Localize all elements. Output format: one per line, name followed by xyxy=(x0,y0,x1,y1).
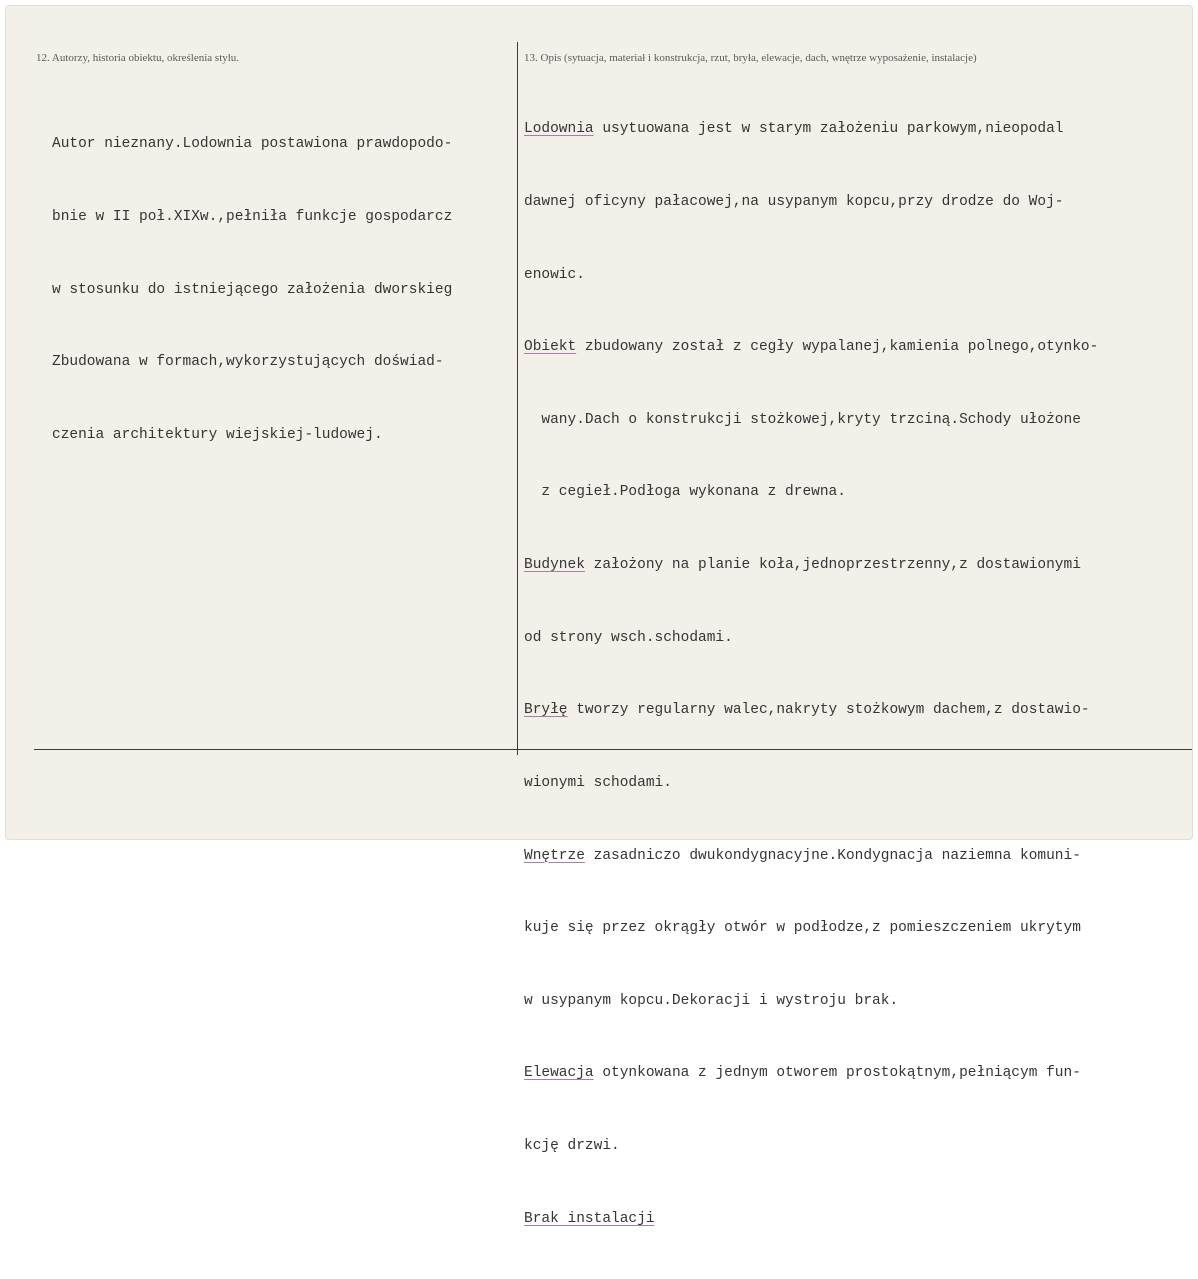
typed-line xyxy=(524,553,1098,577)
line-text: zasadniczo dwukondygnacyjne.Kondygnacja naziemna komuni- xyxy=(584,847,1081,864)
line-text: wionymi schodami. xyxy=(524,774,672,791)
typed-line xyxy=(524,1134,1098,1158)
line-text: kcję drzwi. xyxy=(524,1137,620,1154)
typed-line xyxy=(524,989,1098,1013)
line-text: tworzy regularny walec,nakryty stożkowym dachem,z dostawio- xyxy=(567,702,1090,719)
typed-line xyxy=(524,1061,1098,1085)
section-13-heading: 13. Opis (sytuacja, materiał i konstrukcja, rzut, bryła, elewacje, dach, wnętrze wyposażenie, instalacje) xyxy=(524,52,977,64)
typed-line xyxy=(524,626,1098,650)
underlined-keyword: Bryłę xyxy=(524,702,568,719)
underlined-keyword: Brak instalacji xyxy=(524,1210,655,1227)
line-text: dawnej oficyny pałacowej,na usypanym kopcu,przy drodze do Woj- xyxy=(524,194,1064,211)
typed-line: w stosunku do istniejącego założenia dworskieg xyxy=(52,281,453,298)
section-13-text xyxy=(524,69,1098,1279)
record-card xyxy=(6,6,1192,1227)
section-12-text xyxy=(52,84,452,495)
typed-line: Autor nieznany.Lodownia postawiona prawdopodo- xyxy=(52,136,453,153)
underlined-keyword: Budynek xyxy=(524,557,585,574)
line-text: zbudowany został z cegły wypalanej,kamienia polnego,otynko- xyxy=(576,339,1099,356)
typed-line xyxy=(524,480,1098,504)
underlined-keyword: Elewacja xyxy=(524,1065,594,1082)
typed-line xyxy=(524,190,1098,214)
underlined-keyword: Obiekt xyxy=(524,339,577,356)
line-text: usytuowana jest w starym założeniu parkowym,nieopodal xyxy=(593,121,1064,138)
typed-line xyxy=(524,1207,1098,1231)
underlined-keyword: Lodownia xyxy=(524,121,594,138)
line-text: enowic. xyxy=(524,266,585,283)
typed-line xyxy=(524,844,1098,868)
line-text: otynkowana z jednym otworem prostokątnym,pełniącym fun- xyxy=(593,1065,1081,1082)
typed-line xyxy=(524,698,1098,722)
typed-line xyxy=(524,263,1098,287)
vertical-divider xyxy=(517,42,518,755)
line-text: wany.Dach o konstrukcji stożkowej,kryty trzciną.Schody ułożone xyxy=(524,411,1081,428)
typed-line xyxy=(524,916,1098,940)
line-text: od strony wsch.schodami. xyxy=(524,629,733,646)
typed-line xyxy=(524,335,1098,359)
typed-line xyxy=(524,117,1098,141)
typed-line: Zbudowana w formach,wykorzystujących doświad- xyxy=(52,354,444,371)
line-text: w usypanym kopcu.Dekoracji i wystroju brak. xyxy=(524,992,899,1009)
typed-line xyxy=(524,408,1098,432)
line-text: kuje się przez okrągły otwór w podłodze,z pomieszczeniem ukrytym xyxy=(524,920,1081,937)
line-text: założony na planie koła,jednoprzestrzenny,z dostawionymi xyxy=(584,557,1081,574)
typed-line: bnie w II poł.XIXw.,pełniła funkcje gospodarcz xyxy=(52,209,453,226)
typed-line xyxy=(524,771,1098,795)
section-12-heading: 12. Autorzy, historia obiektu, określenia stylu. xyxy=(36,52,240,64)
line-text: z cegieł.Podłoga wykonana z drewna. xyxy=(524,484,846,501)
typed-line: czenia architektury wiejskiej-ludowej. xyxy=(52,426,383,443)
underlined-keyword: Wnętrze xyxy=(524,847,585,864)
